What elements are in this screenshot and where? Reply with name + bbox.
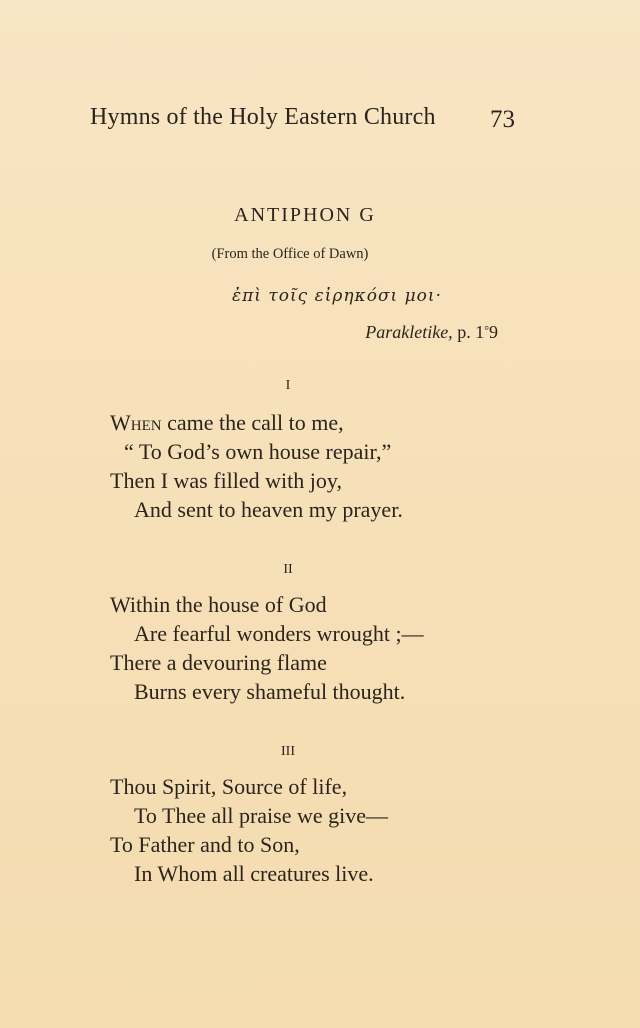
stanza-line: Thou Spirit, Source of life, [110,774,348,799]
stanza-line: In Whom all creatures live. [134,861,374,886]
source-page-tail: 9 [489,322,498,342]
source-page: p. 1 [457,322,485,342]
stanza-line: Are fearful wonders wrought ;— [134,621,424,646]
page-number: 73 [490,106,515,133]
stanza-line: Burns every shameful thought. [134,679,406,704]
source-page-smudge: ° [484,323,489,337]
stanza-line: To Father and to Son, [110,832,300,857]
stanza-3 [110,772,388,888]
stanza-line: To Thee all praise we give— [134,803,389,828]
source-title: Parakletike, [365,322,453,342]
source-citation [365,322,498,343]
stanza-line: And sent to heaven my prayer. [134,497,403,522]
line-text: came the call to me, [161,410,344,435]
stanza-numeral-1: I [285,378,291,393]
hymn-title: ANTIPHON G [234,204,376,226]
stanza-line: Within the house of God [110,592,327,617]
stanza-numeral-2: II [283,562,293,577]
stanza-line: There a devouring flame [110,650,327,675]
stanza-1 [110,408,403,524]
greek-incipit: ἐπὶ τοῖς εἰρηκόσι μοι· [232,286,442,306]
stanza-line: Then I was filled with joy, [110,468,342,493]
hymn-subtitle: (From the Office of Dawn) [211,246,369,262]
stanza-line [110,408,403,437]
drop-word: When [110,410,162,435]
stanza-line: “ To God’s own house repair,” [124,439,392,464]
running-title: Hymns of the Holy Eastern Church [90,104,436,130]
stanza-2 [110,590,424,706]
stanza-numeral-3: III [281,744,295,759]
